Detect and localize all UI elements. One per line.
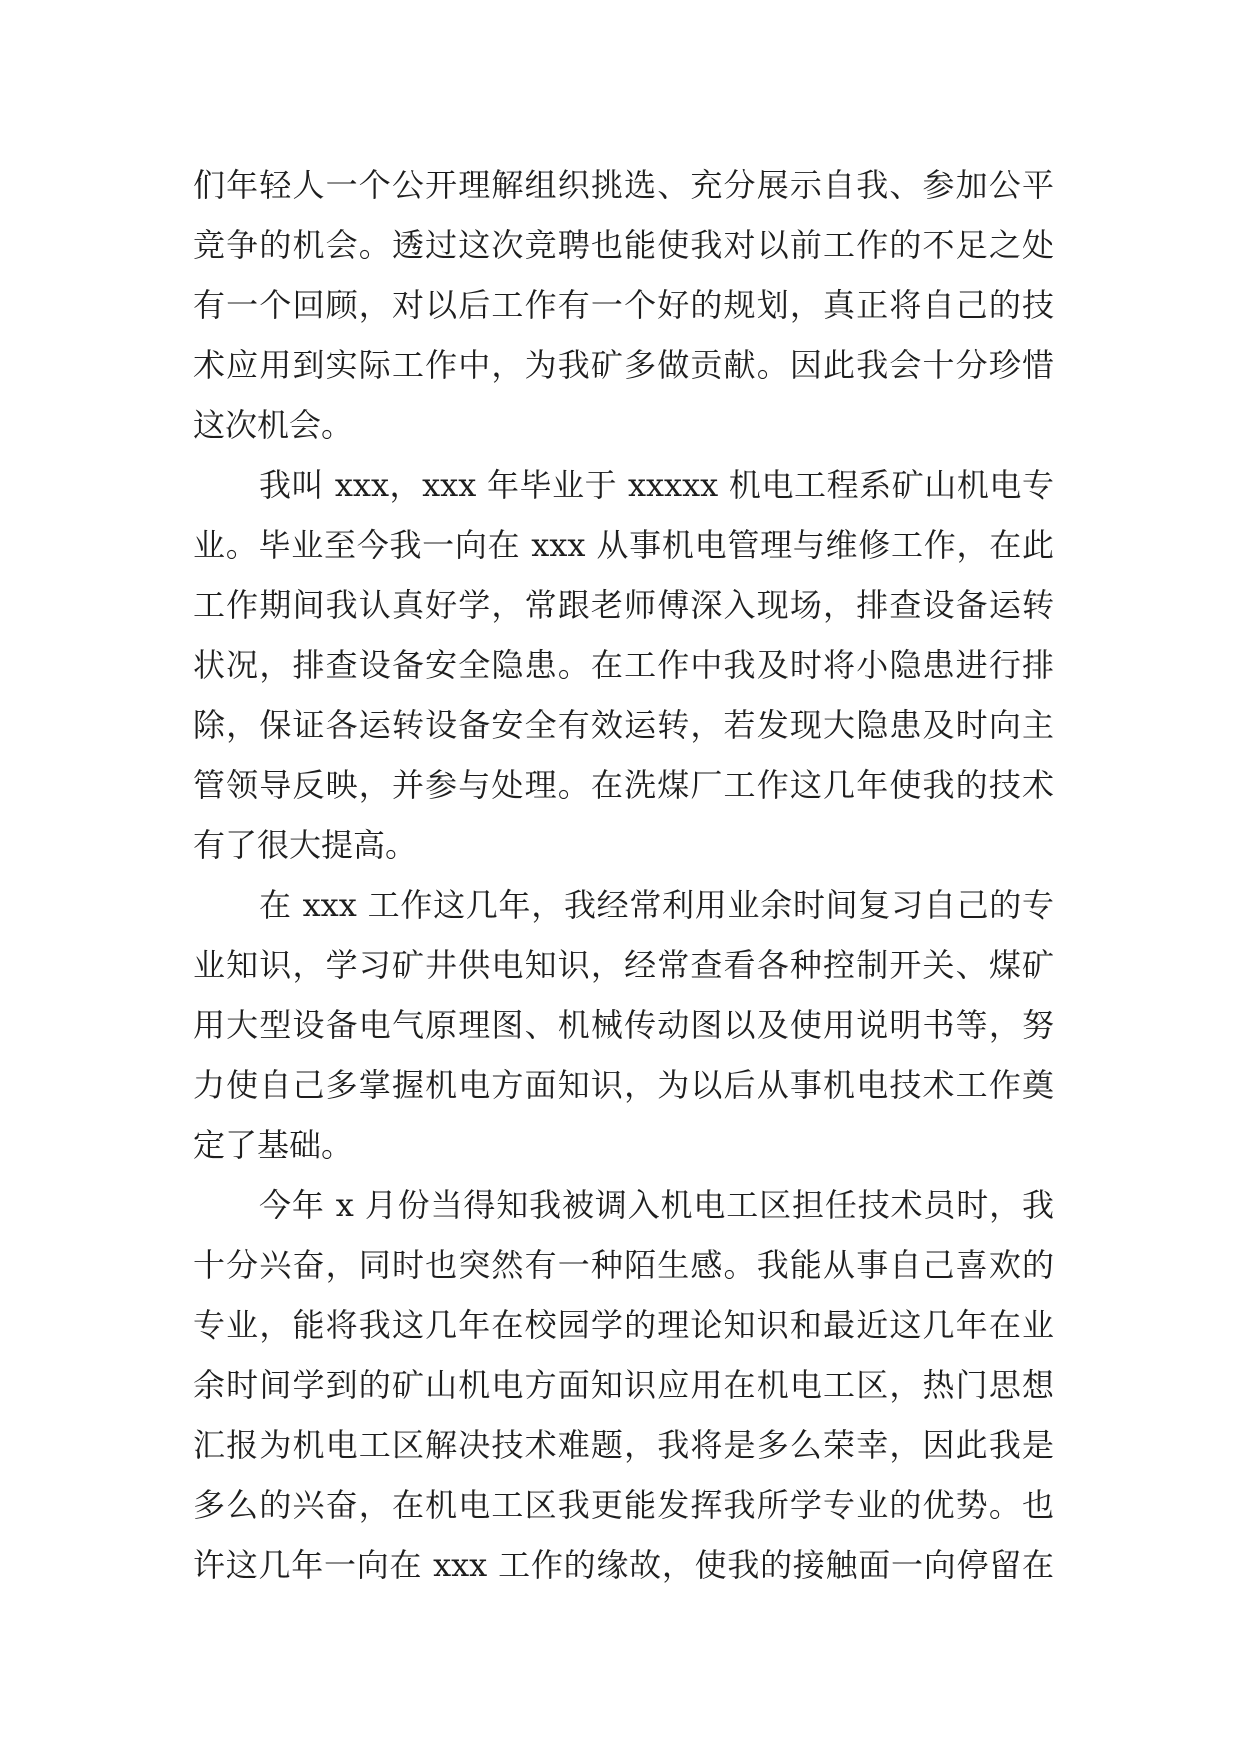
paragraph-line: 们年轻人一个公开理解组织挑选、充分展示自我、参加公平 [193, 166, 1054, 204]
paragraph-line: 竞争的机会。透过这次竞聘也能使我对以前工作的不足之处 [193, 226, 1054, 264]
paragraph-line: 余时间学到的矿山机电方面知识应用在机电工区，热门思想 [193, 1366, 1054, 1404]
paragraph-line: 许这几年一向在 xxx 工作的缘故，使我的接触面一向停留在 [193, 1546, 1054, 1584]
paragraph-3 [193, 875, 1054, 1175]
paragraph-line: 这次机会。 [193, 406, 354, 444]
paragraph-line: 汇报为机电工区解决技术难题，我将是多么荣幸，因此我是 [193, 1426, 1054, 1464]
paragraph-line: 今年 x 月份当得知我被调入机电工区担任技术员时，我 [259, 1186, 1054, 1224]
paragraph-line: 管领导反映，并参与处理。在洗煤厂工作这几年使我的技术 [193, 766, 1054, 804]
paragraph-line: 术应用到实际工作中，为我矿多做贡献。因此我会十分珍惜 [193, 346, 1054, 384]
paragraph-1 [193, 155, 1054, 455]
paragraph-line: 专业，能将我这几年在校园学的理论知识和最近这几年在业 [193, 1306, 1054, 1344]
paragraph-line: 有了很大提高。 [193, 826, 418, 864]
paragraph-line: 有一个回顾，对以后工作有一个好的规划，真正将自己的技 [193, 286, 1054, 324]
paragraph-2 [193, 455, 1054, 875]
paragraph-line: 力使自己多掌握机电方面知识，为以后从事机电技术工作奠 [193, 1066, 1054, 1104]
paragraph-line: 除，保证各运转设备安全有效运转，若发现大隐患及时向主 [193, 706, 1054, 744]
paragraph-line: 工作期间我认真好学，常跟老师傅深入现场，排查设备运转 [193, 586, 1054, 624]
paragraph-line: 状况，排查设备安全隐患。在工作中我及时将小隐患进行排 [193, 646, 1054, 684]
paragraph-line: 十分兴奋，同时也突然有一种陌生感。我能从事自己喜欢的 [193, 1246, 1054, 1284]
document-body [193, 155, 1054, 1595]
paragraph-line: 我叫 xxx，xxx 年毕业于 xxxxx 机电工程系矿山机电专 [259, 466, 1054, 504]
paragraph-4 [193, 1175, 1054, 1595]
paragraph-line: 业知识，学习矿井供电知识，经常查看各种控制开关、煤矿 [193, 946, 1054, 984]
paragraph-line: 定了基础。 [193, 1126, 354, 1164]
paragraph-line: 在 xxx 工作这几年，我经常利用业余时间复习自己的专 [259, 886, 1054, 924]
paragraph-line: 用大型设备电气原理图、机械传动图以及使用说明书等，努 [193, 1006, 1054, 1044]
paragraph-line: 多么的兴奋，在机电工区我更能发挥我所学专业的优势。也 [193, 1486, 1054, 1524]
paragraph-line: 业。毕业至今我一向在 xxx 从事机电管理与维修工作，在此 [193, 526, 1054, 564]
